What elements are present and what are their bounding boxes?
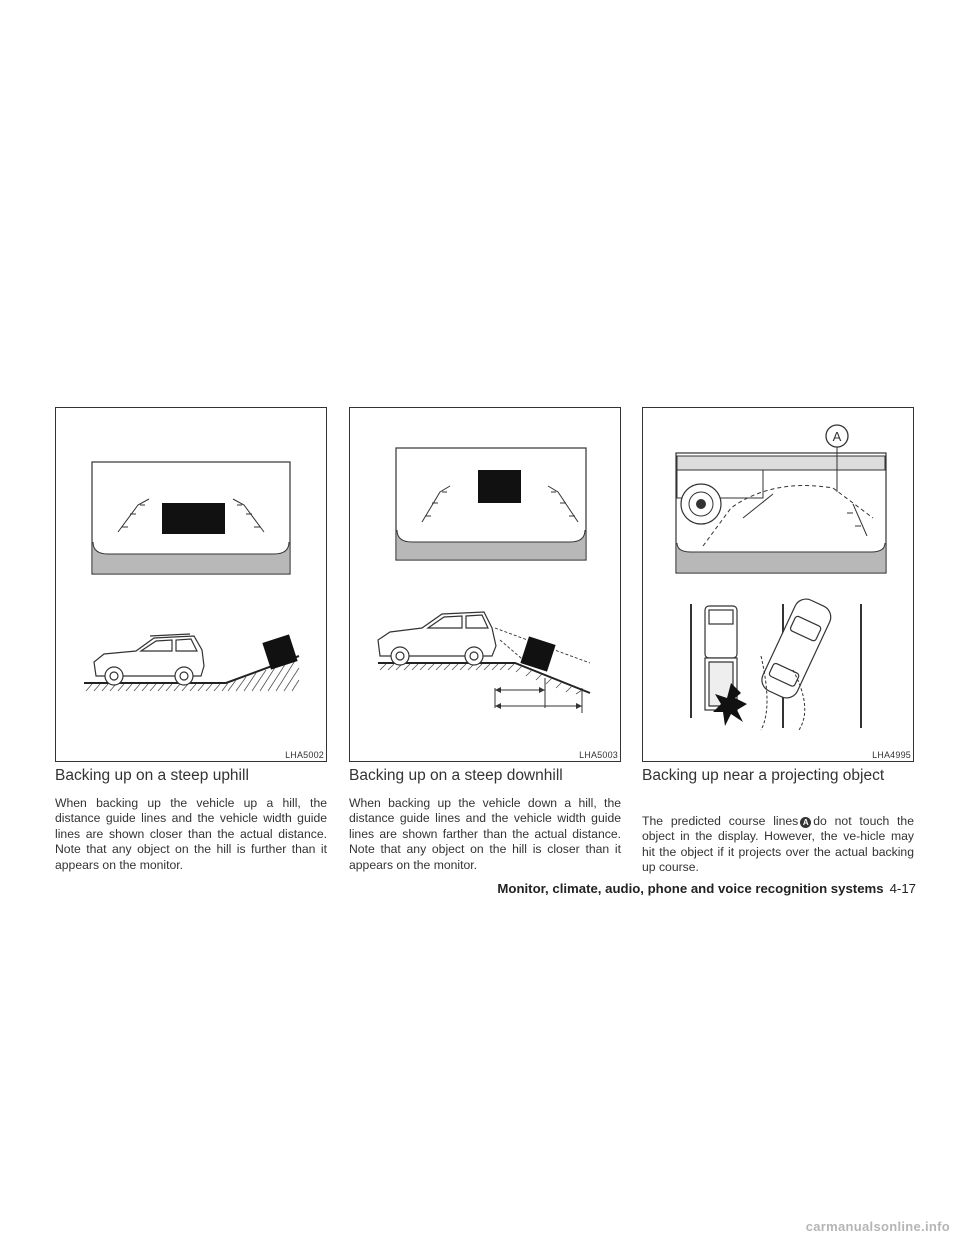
- watermark: carmanualsonline.info: [805, 1219, 950, 1234]
- section-title-downhill: Backing up on a steep downhill: [349, 767, 563, 784]
- section-body-uphill: When backing up the vehicle up a hill, the distance guide lines and the vehicle width guide lines are shown closer than the actual distance. Note that any object on the hill is further than it appears on the monitor.: [55, 796, 327, 872]
- callout-a: A: [832, 429, 842, 444]
- page-footer: [497, 881, 916, 896]
- figure-uphill: [55, 407, 327, 762]
- marker-a-icon: A: [800, 817, 811, 828]
- projecting-object-illustration: [643, 408, 913, 761]
- figure-projecting-object: [642, 407, 914, 762]
- section-body-downhill: When backing up the vehicle down a hill, the distance guide lines and the vehicle width guide lines are shown farther than the actual distance. Note that any object on the hill is closer than it appears on the monitor.: [349, 796, 621, 872]
- figure-code: LHA5002: [285, 750, 324, 760]
- figure-downhill: [349, 407, 621, 762]
- downhill-illustration: [350, 408, 620, 761]
- page-number: 4-17: [889, 881, 916, 896]
- chapter-title: Monitor, climate, audio, phone and voice recognition systems: [497, 881, 884, 896]
- figure-code: LHA4995: [872, 750, 911, 760]
- section-title-uphill: Backing up on a steep uphill: [55, 767, 249, 784]
- section-title-projecting: Backing up near a projecting object: [642, 767, 885, 784]
- body-text-after-marker: do not touch the object in the display. However, the ve-hicle may hit the object if it projects over the actual backing up course.: [642, 814, 914, 875]
- section-body-projecting: [642, 814, 914, 876]
- uphill-illustration: [56, 408, 326, 761]
- body-text-before-marker: The predicted course lines: [642, 814, 799, 828]
- figure-code: LHA5003: [579, 750, 618, 760]
